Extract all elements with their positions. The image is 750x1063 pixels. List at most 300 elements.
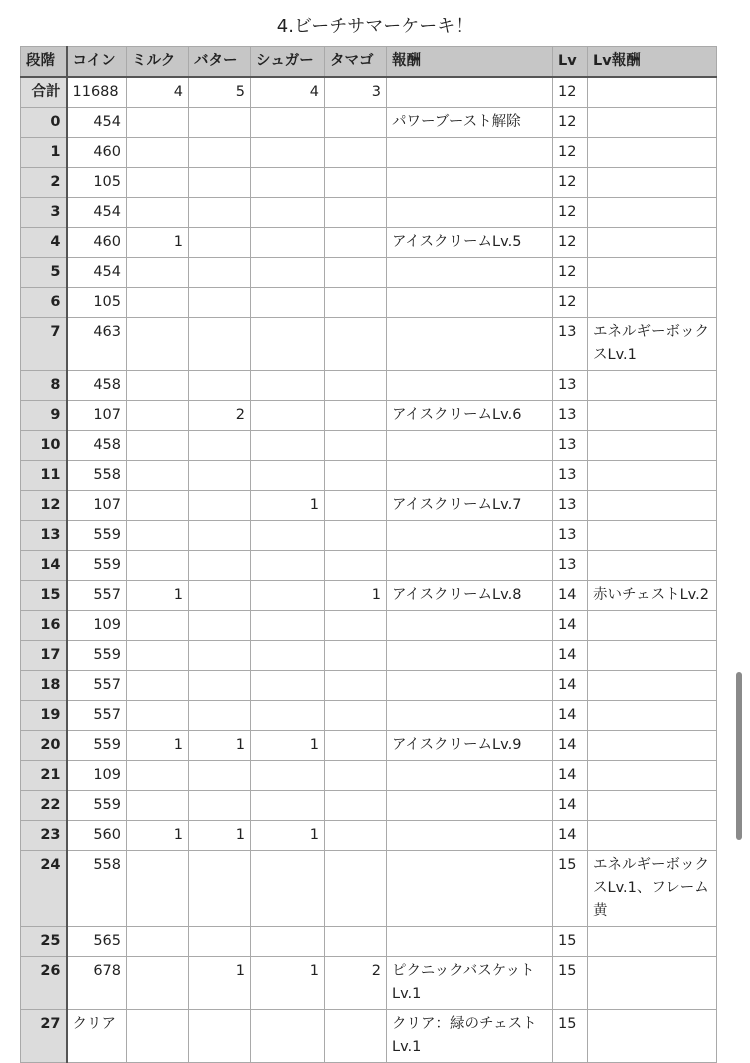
- column-header-egg: タマゴ: [325, 47, 387, 78]
- cell-coin: 105: [67, 288, 127, 318]
- table-row: [21, 168, 717, 198]
- cell-butter: 5: [189, 77, 251, 108]
- cell-reward: [387, 761, 553, 791]
- cell-coin: 107: [67, 491, 127, 521]
- cell-lv: 14: [553, 611, 588, 641]
- cell-lv: 15: [553, 1010, 588, 1063]
- cell-coin: 558: [67, 851, 127, 927]
- cell-stage: 27: [21, 1010, 67, 1063]
- table-row: [21, 641, 717, 671]
- cell-egg: [325, 791, 387, 821]
- cell-egg: [325, 371, 387, 401]
- column-header-coin: コイン: [67, 47, 127, 78]
- cell-butter: [189, 761, 251, 791]
- cell-lv: 13: [553, 551, 588, 581]
- cell-lv-reward: [588, 761, 717, 791]
- cell-lv-reward: [588, 927, 717, 957]
- cell-lv: 15: [553, 957, 588, 1010]
- cell-stage: 22: [21, 791, 67, 821]
- cell-butter: [189, 431, 251, 461]
- table-row: [21, 821, 717, 851]
- cell-butter: [189, 491, 251, 521]
- cell-lv: 14: [553, 641, 588, 671]
- cell-butter: 1: [189, 731, 251, 761]
- cell-milk: [127, 1010, 189, 1063]
- cell-reward: アイスクリームLv.5: [387, 228, 553, 258]
- cell-coin: 458: [67, 371, 127, 401]
- cell-butter: [189, 318, 251, 371]
- cell-coin: クリア: [67, 1010, 127, 1063]
- cell-stage: 26: [21, 957, 67, 1010]
- cell-stage: 6: [21, 288, 67, 318]
- cell-stage: 9: [21, 401, 67, 431]
- cell-lv: 15: [553, 851, 588, 927]
- cell-stage: 2: [21, 168, 67, 198]
- cell-sugar: [251, 1010, 325, 1063]
- cell-lv-reward: [588, 671, 717, 701]
- cell-sugar: 4: [251, 77, 325, 108]
- cell-milk: [127, 318, 189, 371]
- cell-sugar: [251, 521, 325, 551]
- cell-butter: [189, 551, 251, 581]
- cell-coin: 557: [67, 671, 127, 701]
- column-header-lv: Lv: [553, 47, 588, 78]
- cell-reward: [387, 77, 553, 108]
- cell-coin: 11688: [67, 77, 127, 108]
- cell-lv-reward: 赤いチェストLv.2: [588, 581, 717, 611]
- cell-coin: 557: [67, 581, 127, 611]
- cell-butter: [189, 611, 251, 641]
- cell-sugar: 1: [251, 491, 325, 521]
- cell-coin: 678: [67, 957, 127, 1010]
- cell-milk: [127, 431, 189, 461]
- cell-reward: [387, 551, 553, 581]
- cell-lv: 13: [553, 461, 588, 491]
- table-row: [21, 491, 717, 521]
- cell-stage: 21: [21, 761, 67, 791]
- cell-milk: [127, 288, 189, 318]
- cell-butter: [189, 521, 251, 551]
- cell-sugar: 1: [251, 731, 325, 761]
- cell-reward: [387, 461, 553, 491]
- column-header-milk: ミルク: [127, 47, 189, 78]
- cell-milk: 1: [127, 228, 189, 258]
- cell-sugar: [251, 641, 325, 671]
- cell-milk: [127, 461, 189, 491]
- table-row: [21, 1010, 717, 1063]
- cell-butter: [189, 641, 251, 671]
- cell-butter: [189, 927, 251, 957]
- table-row: [21, 77, 717, 108]
- table-row: [21, 551, 717, 581]
- cell-reward: アイスクリームLv.7: [387, 491, 553, 521]
- cell-milk: [127, 641, 189, 671]
- cell-egg: [325, 168, 387, 198]
- cell-sugar: [251, 551, 325, 581]
- cell-lv-reward: [588, 491, 717, 521]
- cell-lv: 14: [553, 821, 588, 851]
- table-row: [21, 288, 717, 318]
- table-row: [21, 401, 717, 431]
- cell-reward: [387, 168, 553, 198]
- cell-coin: 559: [67, 641, 127, 671]
- cell-lv-reward: [588, 611, 717, 641]
- cell-coin: 109: [67, 761, 127, 791]
- cell-stage: 13: [21, 521, 67, 551]
- cell-lv: 12: [553, 258, 588, 288]
- cell-stage: 合計: [21, 77, 67, 108]
- page-title: 4.ビーチサマーケーキ！: [276, 16, 474, 37]
- cell-stage: 20: [21, 731, 67, 761]
- cell-reward: アイスクリームLv.6: [387, 401, 553, 431]
- column-header-lv-reward: Lv報酬: [588, 47, 717, 78]
- cell-lv-reward: [588, 821, 717, 851]
- cell-reward: パワーブースト解除: [387, 108, 553, 138]
- table-row: [21, 791, 717, 821]
- cell-sugar: [251, 258, 325, 288]
- cell-reward: [387, 927, 553, 957]
- cell-coin: 458: [67, 431, 127, 461]
- cell-milk: 4: [127, 77, 189, 108]
- cell-butter: [189, 461, 251, 491]
- cell-lv-reward: [588, 551, 717, 581]
- cell-reward: [387, 288, 553, 318]
- cell-egg: [325, 671, 387, 701]
- cell-milk: [127, 521, 189, 551]
- table-row: [21, 371, 717, 401]
- table-row: [21, 701, 717, 731]
- cell-lv: 12: [553, 108, 588, 138]
- cell-lv-reward: [588, 138, 717, 168]
- cell-stage: 5: [21, 258, 67, 288]
- cell-lv: 13: [553, 401, 588, 431]
- cell-lv: 12: [553, 77, 588, 108]
- cell-butter: [189, 138, 251, 168]
- cell-butter: [189, 851, 251, 927]
- table-row: [21, 957, 717, 1010]
- cell-egg: [325, 851, 387, 927]
- cell-lv: 12: [553, 138, 588, 168]
- cell-stage: 12: [21, 491, 67, 521]
- cell-egg: 1: [325, 581, 387, 611]
- cell-egg: [325, 138, 387, 168]
- cell-stage: 10: [21, 431, 67, 461]
- cell-sugar: [251, 318, 325, 371]
- cell-reward: [387, 371, 553, 401]
- cell-coin: 557: [67, 701, 127, 731]
- cell-egg: [325, 318, 387, 371]
- cell-egg: [325, 491, 387, 521]
- cell-stage: 18: [21, 671, 67, 701]
- cell-coin: 559: [67, 791, 127, 821]
- cell-coin: 454: [67, 198, 127, 228]
- table-row: [21, 671, 717, 701]
- cell-egg: 3: [325, 77, 387, 108]
- cell-milk: [127, 551, 189, 581]
- scrollbar[interactable]: [736, 672, 742, 840]
- cell-coin: 560: [67, 821, 127, 851]
- cell-stage: 23: [21, 821, 67, 851]
- cell-coin: 559: [67, 551, 127, 581]
- cell-sugar: [251, 701, 325, 731]
- cell-egg: [325, 761, 387, 791]
- cell-reward: [387, 611, 553, 641]
- cell-stage: 25: [21, 927, 67, 957]
- cell-butter: 1: [189, 957, 251, 1010]
- cell-sugar: [251, 288, 325, 318]
- cell-sugar: [251, 228, 325, 258]
- cell-reward: [387, 821, 553, 851]
- cell-stage: 14: [21, 551, 67, 581]
- table-row: [21, 318, 717, 371]
- cell-coin: 463: [67, 318, 127, 371]
- cell-coin: 565: [67, 927, 127, 957]
- table-row: [21, 731, 717, 761]
- table-row: [21, 927, 717, 957]
- cell-sugar: [251, 791, 325, 821]
- table-row: [21, 611, 717, 641]
- cell-reward: [387, 671, 553, 701]
- cell-lv-reward: エネルギーボックスLv.1: [588, 318, 717, 371]
- stage-table: [20, 46, 717, 1063]
- cell-butter: 2: [189, 401, 251, 431]
- cell-egg: [325, 288, 387, 318]
- cell-lv: 14: [553, 791, 588, 821]
- cell-lv-reward: [588, 431, 717, 461]
- cell-lv: 12: [553, 228, 588, 258]
- cell-egg: [325, 927, 387, 957]
- cell-reward: [387, 851, 553, 927]
- cell-lv: 13: [553, 431, 588, 461]
- cell-stage: 3: [21, 198, 67, 228]
- cell-stage: 7: [21, 318, 67, 371]
- cell-lv-reward: [588, 108, 717, 138]
- cell-stage: 11: [21, 461, 67, 491]
- cell-milk: [127, 108, 189, 138]
- cell-egg: [325, 401, 387, 431]
- cell-milk: [127, 671, 189, 701]
- cell-sugar: [251, 761, 325, 791]
- cell-butter: [189, 108, 251, 138]
- cell-sugar: [251, 431, 325, 461]
- cell-sugar: 1: [251, 957, 325, 1010]
- cell-milk: [127, 611, 189, 641]
- cell-milk: [127, 371, 189, 401]
- cell-milk: 1: [127, 821, 189, 851]
- cell-sugar: 1: [251, 821, 325, 851]
- cell-butter: [189, 288, 251, 318]
- table-row: [21, 521, 717, 551]
- cell-milk: [127, 957, 189, 1010]
- cell-sugar: [251, 461, 325, 491]
- cell-sugar: [251, 138, 325, 168]
- header-row: [21, 47, 717, 78]
- cell-coin: 559: [67, 521, 127, 551]
- cell-sugar: [251, 371, 325, 401]
- cell-milk: [127, 138, 189, 168]
- cell-egg: [325, 821, 387, 851]
- cell-sugar: [251, 198, 325, 228]
- cell-coin: 558: [67, 461, 127, 491]
- cell-butter: [189, 791, 251, 821]
- cell-reward: [387, 791, 553, 821]
- cell-milk: [127, 701, 189, 731]
- cell-lv: 14: [553, 761, 588, 791]
- cell-butter: [189, 671, 251, 701]
- table-row: [21, 198, 717, 228]
- cell-milk: [127, 761, 189, 791]
- cell-lv-reward: [588, 791, 717, 821]
- cell-egg: [325, 1010, 387, 1063]
- cell-egg: [325, 228, 387, 258]
- cell-egg: [325, 461, 387, 491]
- cell-lv-reward: [588, 77, 717, 108]
- cell-lv: 15: [553, 927, 588, 957]
- column-header-sugar: シュガー: [251, 47, 325, 78]
- table-row: [21, 761, 717, 791]
- cell-milk: [127, 851, 189, 927]
- cell-stage: 0: [21, 108, 67, 138]
- cell-lv: 12: [553, 288, 588, 318]
- cell-sugar: [251, 851, 325, 927]
- cell-milk: [127, 168, 189, 198]
- cell-sugar: [251, 581, 325, 611]
- cell-coin: 460: [67, 138, 127, 168]
- cell-butter: [189, 258, 251, 288]
- cell-egg: [325, 521, 387, 551]
- cell-butter: 1: [189, 821, 251, 851]
- cell-egg: 2: [325, 957, 387, 1010]
- cell-sugar: [251, 611, 325, 641]
- cell-lv-reward: [588, 258, 717, 288]
- cell-milk: [127, 791, 189, 821]
- cell-coin: 460: [67, 228, 127, 258]
- cell-sugar: [251, 401, 325, 431]
- cell-lv-reward: [588, 521, 717, 551]
- cell-lv: 12: [553, 198, 588, 228]
- cell-stage: 16: [21, 611, 67, 641]
- cell-egg: [325, 701, 387, 731]
- table-row: [21, 228, 717, 258]
- cell-lv-reward: [588, 701, 717, 731]
- cell-reward: [387, 258, 553, 288]
- cell-butter: [189, 371, 251, 401]
- cell-milk: [127, 198, 189, 228]
- cell-lv: 13: [553, 318, 588, 371]
- cell-lv: 14: [553, 671, 588, 701]
- cell-lv-reward: [588, 168, 717, 198]
- cell-egg: [325, 108, 387, 138]
- cell-milk: [127, 491, 189, 521]
- cell-reward: [387, 138, 553, 168]
- cell-reward: ピクニックバスケットLv.1: [387, 957, 553, 1010]
- cell-lv-reward: [588, 371, 717, 401]
- cell-reward: [387, 701, 553, 731]
- table-row: [21, 851, 717, 927]
- cell-lv-reward: [588, 957, 717, 1010]
- cell-coin: 559: [67, 731, 127, 761]
- cell-lv-reward: [588, 401, 717, 431]
- cell-coin: 109: [67, 611, 127, 641]
- cell-sugar: [251, 927, 325, 957]
- cell-lv: 12: [553, 168, 588, 198]
- column-header-butter: バター: [189, 47, 251, 78]
- cell-reward: [387, 198, 553, 228]
- cell-lv-reward: [588, 1010, 717, 1063]
- cell-egg: [325, 731, 387, 761]
- cell-reward: [387, 431, 553, 461]
- cell-stage: 17: [21, 641, 67, 671]
- cell-stage: 8: [21, 371, 67, 401]
- cell-lv: 13: [553, 491, 588, 521]
- table-row: [21, 581, 717, 611]
- cell-lv-reward: [588, 731, 717, 761]
- cell-reward: [387, 521, 553, 551]
- cell-coin: 105: [67, 168, 127, 198]
- cell-butter: [189, 168, 251, 198]
- cell-reward: [387, 318, 553, 371]
- cell-egg: [325, 551, 387, 581]
- cell-butter: [189, 228, 251, 258]
- cell-sugar: [251, 671, 325, 701]
- cell-lv: 14: [553, 701, 588, 731]
- cell-coin: 454: [67, 108, 127, 138]
- cell-sugar: [251, 168, 325, 198]
- table-row: [21, 431, 717, 461]
- cell-stage: 4: [21, 228, 67, 258]
- cell-lv-reward: [588, 461, 717, 491]
- cell-sugar: [251, 108, 325, 138]
- table-row: [21, 138, 717, 168]
- cell-milk: 1: [127, 581, 189, 611]
- column-header-reward: 報酬: [387, 47, 553, 78]
- cell-stage: 1: [21, 138, 67, 168]
- cell-lv-reward: [588, 288, 717, 318]
- cell-lv-reward: [588, 228, 717, 258]
- cell-coin: 454: [67, 258, 127, 288]
- cell-butter: [189, 701, 251, 731]
- cell-lv: 14: [553, 731, 588, 761]
- cell-stage: 19: [21, 701, 67, 731]
- cell-egg: [325, 258, 387, 288]
- cell-butter: [189, 581, 251, 611]
- cell-milk: 1: [127, 731, 189, 761]
- cell-coin: 107: [67, 401, 127, 431]
- table-row: [21, 461, 717, 491]
- cell-reward: アイスクリームLv.9: [387, 731, 553, 761]
- cell-stage: 15: [21, 581, 67, 611]
- cell-reward: アイスクリームLv.8: [387, 581, 553, 611]
- cell-lv: 13: [553, 371, 588, 401]
- cell-egg: [325, 198, 387, 228]
- cell-egg: [325, 641, 387, 671]
- cell-milk: [127, 927, 189, 957]
- cell-egg: [325, 611, 387, 641]
- cell-lv: 14: [553, 581, 588, 611]
- cell-butter: [189, 198, 251, 228]
- cell-lv-reward: [588, 641, 717, 671]
- cell-reward: クリア：緑のチェストLv.1: [387, 1010, 553, 1063]
- column-header-stage: 段階: [21, 47, 67, 78]
- cell-stage: 24: [21, 851, 67, 927]
- cell-milk: [127, 401, 189, 431]
- cell-milk: [127, 258, 189, 288]
- table-row: [21, 258, 717, 288]
- cell-egg: [325, 431, 387, 461]
- cell-lv-reward: エネルギーボックスLv.1、フレーム黄: [588, 851, 717, 927]
- cell-lv-reward: [588, 198, 717, 228]
- cell-butter: [189, 1010, 251, 1063]
